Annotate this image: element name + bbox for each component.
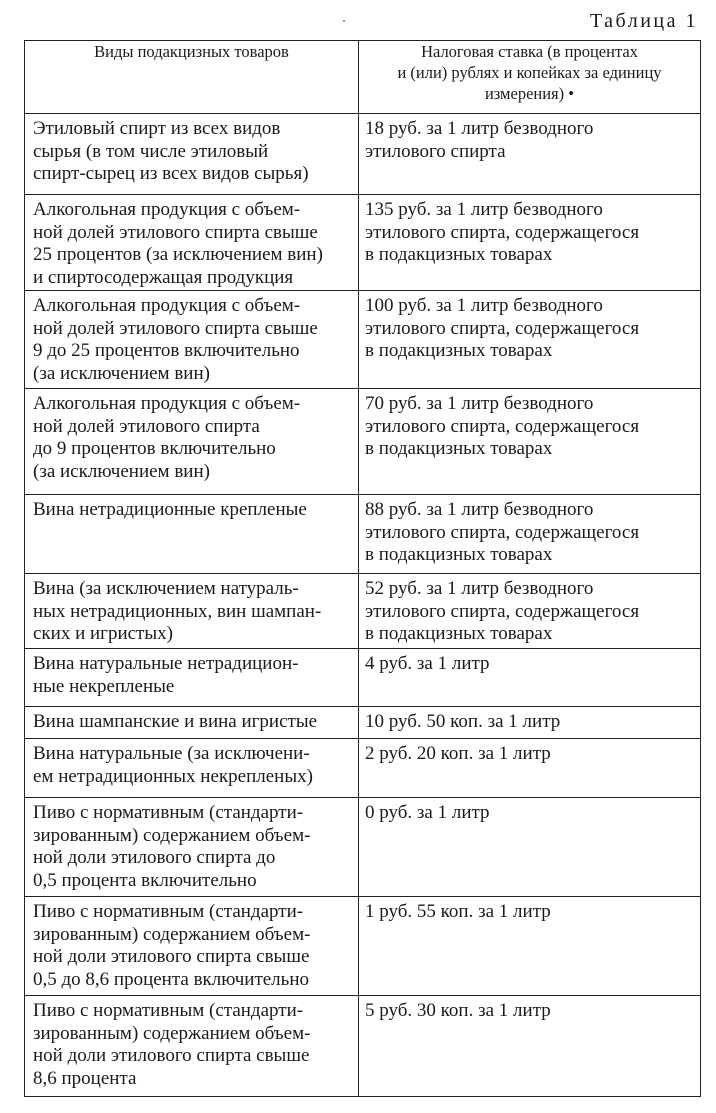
tax-rate-cell <box>359 739 701 798</box>
goods-type-cell <box>25 897 359 996</box>
goods-type-cell <box>25 707 359 739</box>
tax-rate-cell <box>359 897 701 996</box>
goods-type-cell <box>25 495 359 574</box>
goods-type-text: Пиво с нормативным (стандарти- зированным) содержанием объем- ной доли этилового спирта до 0,5 процента включительно <box>33 802 311 891</box>
tax-rate-cell <box>359 291 701 389</box>
goods-type-text: Вина натуральные (за исключени- ем нетрадиционных некрепленых) <box>33 743 313 787</box>
table-header-row <box>25 41 701 114</box>
header-goods-type-text: Виды подакцизных товаров <box>94 42 289 61</box>
tax-rate-cell <box>359 114 701 195</box>
goods-type-cell <box>25 739 359 798</box>
tax-rate-cell <box>359 195 701 291</box>
header-tax-rate-text: Налоговая ставка (в процентах и (или) рублях и копейках за единицу измерения) • <box>397 42 662 103</box>
tax-rate-text: 5 руб. 30 коп. за 1 литр <box>365 1000 551 1021</box>
tax-rate-cell <box>359 707 701 739</box>
table-row <box>25 114 701 195</box>
goods-type-cell <box>25 195 359 291</box>
tax-rate-text: 10 руб. 50 коп. за 1 литр <box>365 711 561 732</box>
tax-rate-text: 1 руб. 55 коп. за 1 литр <box>365 901 551 922</box>
goods-type-cell <box>25 649 359 707</box>
table-row <box>25 739 701 798</box>
tax-rate-cell <box>359 389 701 495</box>
table-row <box>25 195 701 291</box>
header-goods-type <box>25 41 359 114</box>
goods-type-text: Пиво с нормативным (стандарти- зированным) содержанием объем- ной доли этилового спирта свыше 0,5 до 8,6 процента включительно <box>33 901 311 990</box>
tax-rate-text: 52 руб. за 1 литр безводного этилового спирта, содержащегося в подакцизных товарах <box>365 578 640 644</box>
table-row <box>25 798 701 897</box>
tax-rate-cell <box>359 798 701 897</box>
goods-type-text: Пиво с нормативным (стандарти- зированным) содержанием объем- ной доли этилового спирта свыше 8,6 процента <box>33 1000 311 1089</box>
goods-type-cell <box>25 798 359 897</box>
table-row <box>25 649 701 707</box>
table-row <box>25 291 701 389</box>
excise-tax-table <box>24 40 701 1097</box>
tax-rate-text: 2 руб. 20 коп. за 1 литр <box>365 743 551 764</box>
tax-rate-text: 0 руб. за 1 литр <box>365 802 490 823</box>
table-row <box>25 707 701 739</box>
table-row <box>25 495 701 574</box>
tax-rate-cell <box>359 649 701 707</box>
tax-rate-text: 88 руб. за 1 литр безводного этилового спирта, содержащегося в подакцизных товарах <box>365 499 640 565</box>
goods-type-text: Вина шампанские и вина игристые <box>33 711 318 732</box>
table-row <box>25 389 701 495</box>
tax-rate-text: 135 руб. за 1 литр безводного этилового спирта, содержащегося в подакцизных товарах <box>365 199 640 265</box>
tax-rate-text: 18 руб. за 1 литр безводного этилового спирта <box>365 118 594 162</box>
table-caption: Таблица 1 <box>589 10 698 32</box>
header-tax-rate <box>359 41 701 114</box>
table-row <box>25 574 701 649</box>
goods-type-text: Алкогольная продукция с объем- ной долей этилового спирта до 9 процентов включительно (за исключением вин) <box>33 393 301 482</box>
table-row <box>25 897 701 996</box>
goods-type-text: Вина (за исключением натураль- ных нетрадиционных, вин шампан- ских и игристых) <box>33 578 322 644</box>
goods-type-cell <box>25 996 359 1097</box>
goods-type-cell <box>25 574 359 649</box>
tax-rate-text: 70 руб. за 1 литр безводного этилового спирта, содержащегося в подакцизных товарах <box>365 393 640 459</box>
goods-type-text: Вина нетрадиционные крепленые <box>33 499 307 520</box>
goods-type-text: Алкогольная продукция с объем- ной долей этилового спирта свыше 9 до 25 процентов включительно (за исключением вин) <box>33 295 318 384</box>
tax-rate-cell <box>359 495 701 574</box>
goods-type-cell <box>25 291 359 389</box>
goods-type-text: Алкогольная продукция с объем- ной долей этилового спирта свыше 25 процентов (за исключением вин) и спиртосодержащая продукция <box>33 199 323 288</box>
tax-rate-cell <box>359 996 701 1097</box>
tax-rate-text: 100 руб. за 1 литр безводного этилового спирта, содержащегося в подакцизных товарах <box>365 295 640 361</box>
scan-speck <box>343 20 345 22</box>
tax-rate-text: 4 руб. за 1 литр <box>365 653 490 674</box>
goods-type-text: Этиловый спирт из всех видов сырья (в том числе этиловый спирт-сырец из всех видов сырья) <box>33 118 309 184</box>
table-row <box>25 996 701 1097</box>
tax-rate-cell <box>359 574 701 649</box>
goods-type-cell <box>25 114 359 195</box>
goods-type-text: Вина натуральные нетрадицион- ные некрепленые <box>33 653 299 697</box>
goods-type-cell <box>25 389 359 495</box>
